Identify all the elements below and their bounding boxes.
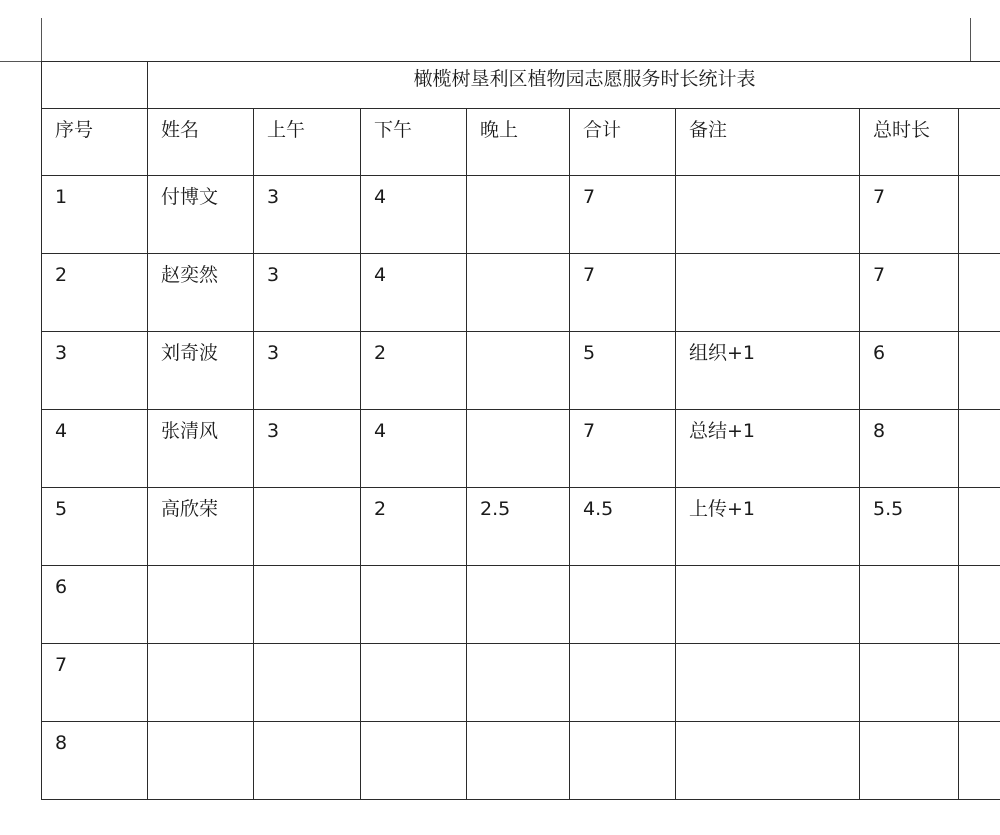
table-cell-notes[interactable] — [676, 644, 860, 722]
table-cell-extra[interactable] — [959, 176, 1000, 254]
table-row — [42, 176, 1000, 254]
table-cell-name[interactable] — [148, 722, 254, 800]
table-cell-total-hours[interactable]: 7 — [860, 176, 959, 254]
table-cell-notes[interactable]: 上传+1 — [676, 488, 860, 566]
table-cell-morning[interactable] — [254, 722, 361, 800]
volunteer-hours-table — [41, 61, 1000, 800]
table-cell-notes[interactable]: 总结+1 — [676, 410, 860, 488]
table-cell-evening[interactable] — [467, 176, 570, 254]
table-cell-name[interactable]: 刘奇波 — [148, 332, 254, 410]
table-cell-total-hours[interactable] — [860, 566, 959, 644]
table-cell-evening[interactable] — [467, 722, 570, 800]
table-cell-total-hours[interactable] — [860, 722, 959, 800]
table-cell-evening[interactable] — [467, 332, 570, 410]
table-cell-morning[interactable]: 3 — [254, 410, 361, 488]
table-cell-subtotal[interactable]: 5 — [570, 332, 676, 410]
table-cell[interactable] — [42, 62, 148, 109]
table-cell-index[interactable]: 1 — [42, 176, 148, 254]
table-cell-extra[interactable] — [959, 332, 1000, 410]
table-cell-morning[interactable]: 3 — [254, 332, 361, 410]
table-cell-extra[interactable] — [959, 722, 1000, 800]
table-cell-subtotal[interactable]: 7 — [570, 410, 676, 488]
table-cell-morning[interactable]: 3 — [254, 254, 361, 332]
table-cell-name[interactable]: 高欣荣 — [148, 488, 254, 566]
header-cell-notes[interactable]: 备注 — [676, 109, 860, 176]
table-cell-name[interactable]: 赵奕然 — [148, 254, 254, 332]
table-cell-name[interactable] — [148, 644, 254, 722]
table-cell-index[interactable]: 5 — [42, 488, 148, 566]
header-cell-subtotal[interactable]: 合计 — [570, 109, 676, 176]
table-cell-index[interactable]: 8 — [42, 722, 148, 800]
table-cell-evening[interactable] — [467, 644, 570, 722]
header-cell-morning[interactable]: 上午 — [254, 109, 361, 176]
table-cell-morning[interactable]: 3 — [254, 176, 361, 254]
table-cell-total-hours[interactable]: 7 — [860, 254, 959, 332]
table-cell-notes[interactable] — [676, 566, 860, 644]
table-cell-evening[interactable] — [467, 410, 570, 488]
margin-guide-top-left-vertical — [41, 18, 42, 61]
table-cell-total-hours[interactable]: 5.5 — [860, 488, 959, 566]
table-row — [42, 488, 1000, 566]
table-cell-subtotal[interactable]: 7 — [570, 254, 676, 332]
table-cell-afternoon[interactable]: 4 — [361, 254, 467, 332]
table-cell-name[interactable]: 张清风 — [148, 410, 254, 488]
table-cell-index[interactable]: 7 — [42, 644, 148, 722]
table-cell-index[interactable]: 3 — [42, 332, 148, 410]
table-cell-notes[interactable] — [676, 722, 860, 800]
header-cell-total-hours[interactable]: 总时长 — [860, 109, 959, 176]
table-cell-subtotal[interactable] — [570, 566, 676, 644]
table-cell-subtotal[interactable] — [570, 644, 676, 722]
table-cell-extra[interactable] — [959, 410, 1000, 488]
table-cell-afternoon[interactable]: 4 — [361, 410, 467, 488]
table-cell-total-hours[interactable]: 6 — [860, 332, 959, 410]
table-cell-extra[interactable] — [959, 254, 1000, 332]
margin-guide-top-right-vertical — [970, 18, 971, 61]
table-cell-afternoon[interactable] — [361, 722, 467, 800]
table-cell-total-hours[interactable]: 8 — [860, 410, 959, 488]
table-header-row — [42, 109, 1000, 176]
header-cell-index[interactable]: 序号 — [42, 109, 148, 176]
table-cell-evening[interactable] — [467, 566, 570, 644]
table-row — [42, 566, 1000, 644]
table-cell-subtotal[interactable]: 7 — [570, 176, 676, 254]
table-cell-afternoon[interactable]: 4 — [361, 176, 467, 254]
table-cell-extra[interactable] — [959, 644, 1000, 722]
table-cell-afternoon[interactable] — [361, 566, 467, 644]
table-cell-morning[interactable] — [254, 644, 361, 722]
table-cell-total-hours[interactable] — [860, 644, 959, 722]
header-cell-evening[interactable]: 晚上 — [467, 109, 570, 176]
margin-guide-top-left-horizontal — [0, 61, 41, 62]
table-cell-name[interactable] — [148, 566, 254, 644]
table-cell-subtotal[interactable]: 4.5 — [570, 488, 676, 566]
table-cell-notes[interactable]: 组织+1 — [676, 332, 860, 410]
table-cell-evening[interactable] — [467, 254, 570, 332]
table-cell-morning[interactable] — [254, 488, 361, 566]
table-cell-evening[interactable]: 2.5 — [467, 488, 570, 566]
header-cell-name[interactable]: 姓名 — [148, 109, 254, 176]
table-row — [42, 644, 1000, 722]
table-cell-afternoon[interactable]: 2 — [361, 488, 467, 566]
table-row — [42, 254, 1000, 332]
table-cell-index[interactable]: 6 — [42, 566, 148, 644]
table-cell-subtotal[interactable] — [570, 722, 676, 800]
table-cell-morning[interactable] — [254, 566, 361, 644]
table-title-row — [42, 62, 1000, 109]
table-cell-afternoon[interactable] — [361, 644, 467, 722]
table-cell-extra[interactable] — [959, 566, 1000, 644]
table-cell-extra[interactable] — [959, 488, 1000, 566]
table-row — [42, 722, 1000, 800]
table-title[interactable]: 橄榄树垦利区植物园志愿服务时长统计表 — [148, 62, 1000, 109]
header-cell-afternoon[interactable]: 下午 — [361, 109, 467, 176]
table-row — [42, 332, 1000, 410]
table-row — [42, 410, 1000, 488]
header-cell-extra[interactable] — [959, 109, 1000, 176]
table-cell-index[interactable]: 2 — [42, 254, 148, 332]
table-cell-notes[interactable] — [676, 254, 860, 332]
table-cell-name[interactable]: 付博文 — [148, 176, 254, 254]
table-cell-index[interactable]: 4 — [42, 410, 148, 488]
table-cell-notes[interactable] — [676, 176, 860, 254]
table-cell-afternoon[interactable]: 2 — [361, 332, 467, 410]
